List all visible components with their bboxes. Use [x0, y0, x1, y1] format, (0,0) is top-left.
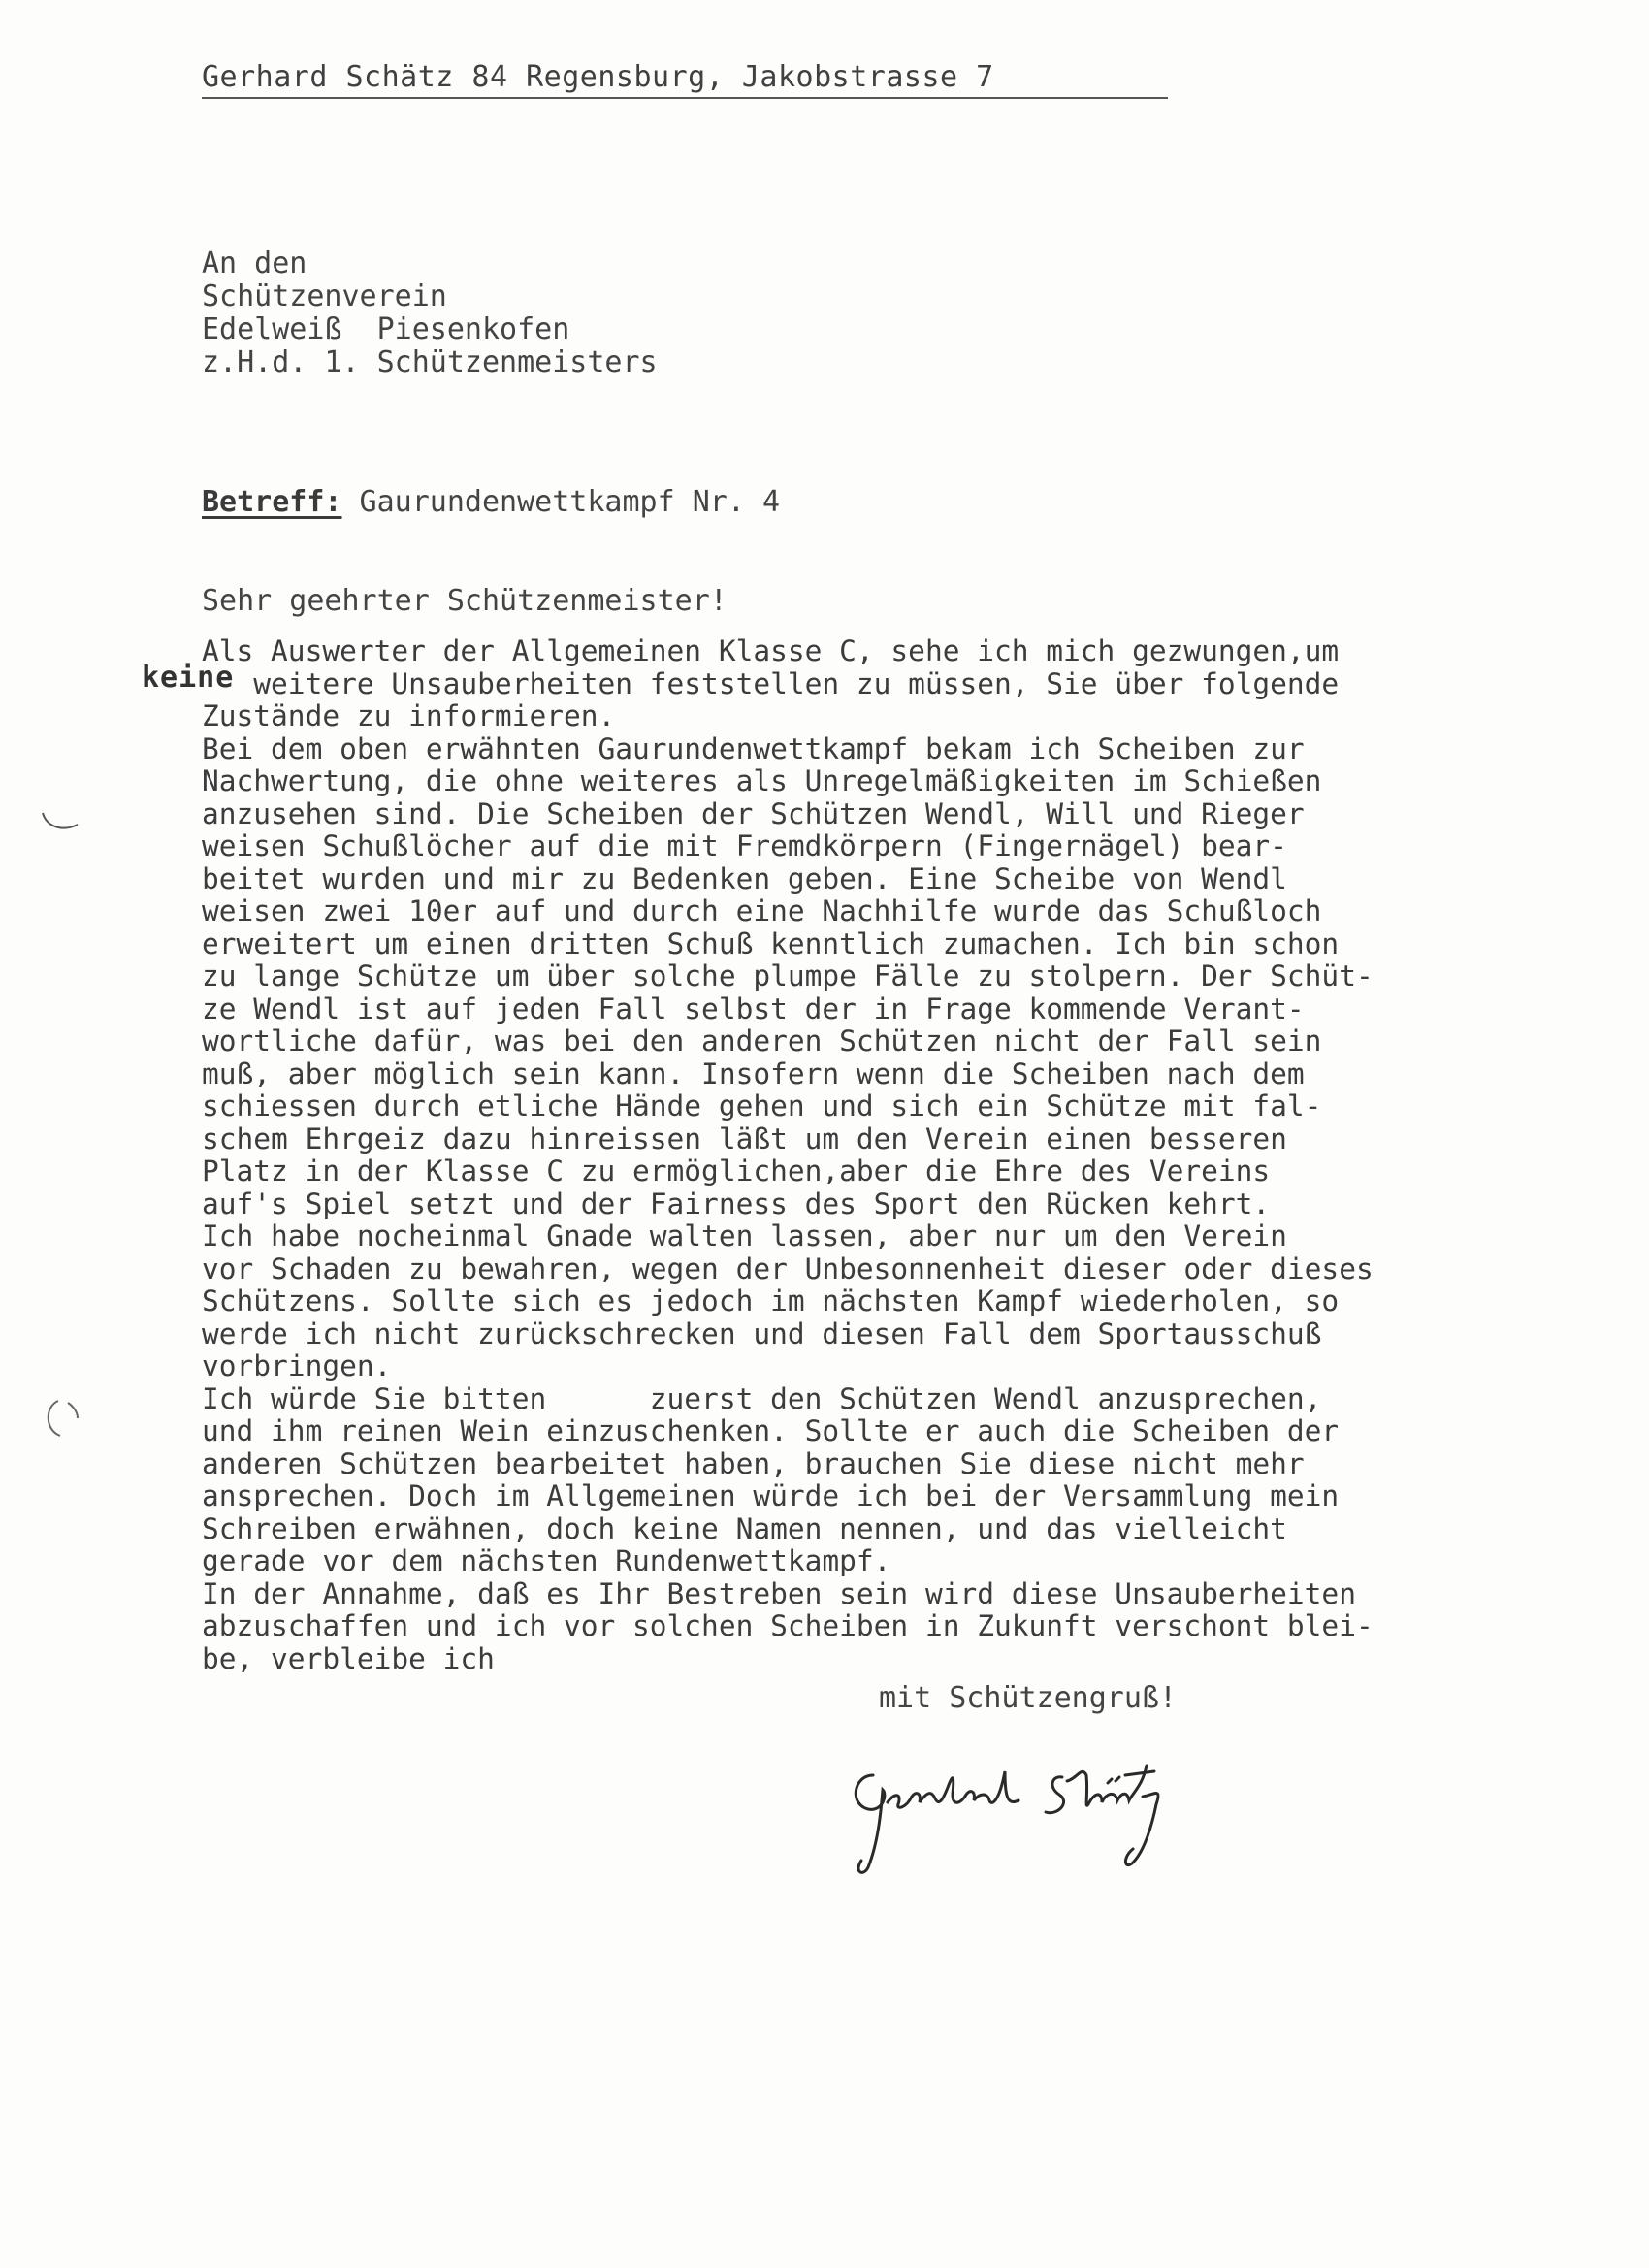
- recipient-line: An den: [202, 246, 307, 280]
- recipient-line: Schützenverein: [202, 279, 447, 313]
- letter-body: [202, 635, 1560, 1675]
- body-line: werde ich nicht zurückschrecken und diesen Fall dem Sportausschuß: [202, 1316, 1322, 1350]
- subject-label: Betreff:: [202, 485, 342, 519]
- body-line: zu lange Schütze um über solche plumpe Fälle zu stolpern. Der Schüt-: [202, 959, 1374, 992]
- body-line: Ich habe nocheinmal Gnade walten lassen, aber nur um den Verein: [202, 1219, 1287, 1252]
- body-line: auf's Spiel setzt und der Fairness des Sport den Rücken kehrt.: [202, 1186, 1271, 1220]
- subject-text: Gaurundenwettkampf Nr. 4: [341, 485, 781, 519]
- body-line: weisen zwei 10er auf und durch eine Nachhilfe wurde das Schußloch: [202, 894, 1322, 927]
- sender-underline: [202, 97, 1168, 99]
- body-line: muß, aber möglich sein kann. Insofern wenn die Scheiben nach dem: [202, 1056, 1305, 1090]
- body-line: wortliche dafür, was bei den anderen Schützen nicht der Fall sein: [202, 1024, 1322, 1057]
- body-line: ansprechen. Doch im Allgemeinen würde ich bei der Versammlung mein: [202, 1479, 1340, 1512]
- body-line: und ihm reinen Wein einzuschenken. Sollte er auch die Scheiben der: [202, 1414, 1340, 1447]
- subject-line: [202, 485, 780, 519]
- body-line: weisen Schußlöcher auf die mit Fremdkörpern (Fingernägel) bear-: [202, 829, 1287, 862]
- salutation: Sehr geehrter Schützenmeister!: [202, 584, 728, 618]
- body-line: ze Wendl ist auf jeden Fall selbst der in Frage kommende Verant-: [202, 991, 1305, 1025]
- body-line: Als Auswerter der Allgemeinen Klasse C, sehe ich mich gezwungen,um: [202, 634, 1340, 667]
- body-line: erweitert um einen dritten Schuß kenntlich zumachen. Ich bin schon: [202, 926, 1340, 960]
- body-line: Schützens. Sollte sich es jedoch im nächsten Kampf wiederholen, so: [202, 1284, 1340, 1317]
- body-line: be, verbleibe ich: [202, 1641, 495, 1675]
- sender-address: Gerhard Schätz 84 Regensburg, Jakobstrasse 7: [202, 60, 994, 94]
- handwritten-margin-note: keine: [142, 661, 235, 695]
- body-line: In der Annahme, daß es Ihr Bestreben sein wird diese Unsauberheiten: [202, 1576, 1356, 1610]
- body-line: schiessen durch etliche Hände gehen und sich ein Schütze mit fal-: [202, 1089, 1322, 1122]
- body-line: Schreiben erwähnen, doch keine Namen nennen, und das vielleicht: [202, 1511, 1287, 1545]
- body-line: weitere Unsauberheiten feststellen zu müssen, Sie über folgende: [202, 666, 1340, 700]
- body-line: Platz in der Klasse C zu ermöglichen,aber die Ehre des Vereins: [202, 1154, 1271, 1187]
- body-line: vor Schaden zu bewahren, wegen der Unbesonnenheit dieser oder dieses: [202, 1251, 1374, 1285]
- body-line: Nachwertung, die ohne weiteres als Unregelmäßigkeiten im Schießen: [202, 764, 1322, 797]
- body-line: abzuschaffen und ich vor solchen Scheiben in Zukunft verschont blei-: [202, 1609, 1374, 1642]
- body-line: beitet wurden und mir zu Bedenken geben. Eine Scheibe von Wendl: [202, 861, 1287, 895]
- body-line: schem Ehrgeiz dazu hinreissen läßt um den Verein einen besseren: [202, 1121, 1287, 1155]
- body-line: anzusehen sind. Die Scheiben der Schützen Wendl, Will und Rieger: [202, 796, 1305, 830]
- body-line: Ich würde Sie bitten zuerst den Schützen Wendl anzusprechen,: [202, 1381, 1322, 1415]
- body-line: Zustände zu informieren.: [202, 699, 616, 732]
- punch-hole-mark: [39, 1397, 81, 1440]
- recipient-line: Edelweiß Piesenkofen: [202, 312, 570, 346]
- closing-greeting: mit Schützengruß!: [879, 1681, 1178, 1715]
- body-line: anderen Schützen bearbeitet haben, brauchen Sie diese nicht mehr: [202, 1446, 1305, 1480]
- body-line: Bei dem oben erwähnten Gaurundenwettkampf bekam ich Scheiben zur: [202, 731, 1305, 765]
- punch-hole-mark: [39, 795, 81, 838]
- recipient-address: [202, 247, 658, 379]
- body-line: vorbringen.: [202, 1349, 392, 1382]
- body-line: gerade vor dem nächsten Rundenwettkampf.: [202, 1544, 891, 1577]
- recipient-line: z.H.d. 1. Schützenmeisters: [202, 345, 658, 379]
- handwritten-signature: [834, 1736, 1242, 1882]
